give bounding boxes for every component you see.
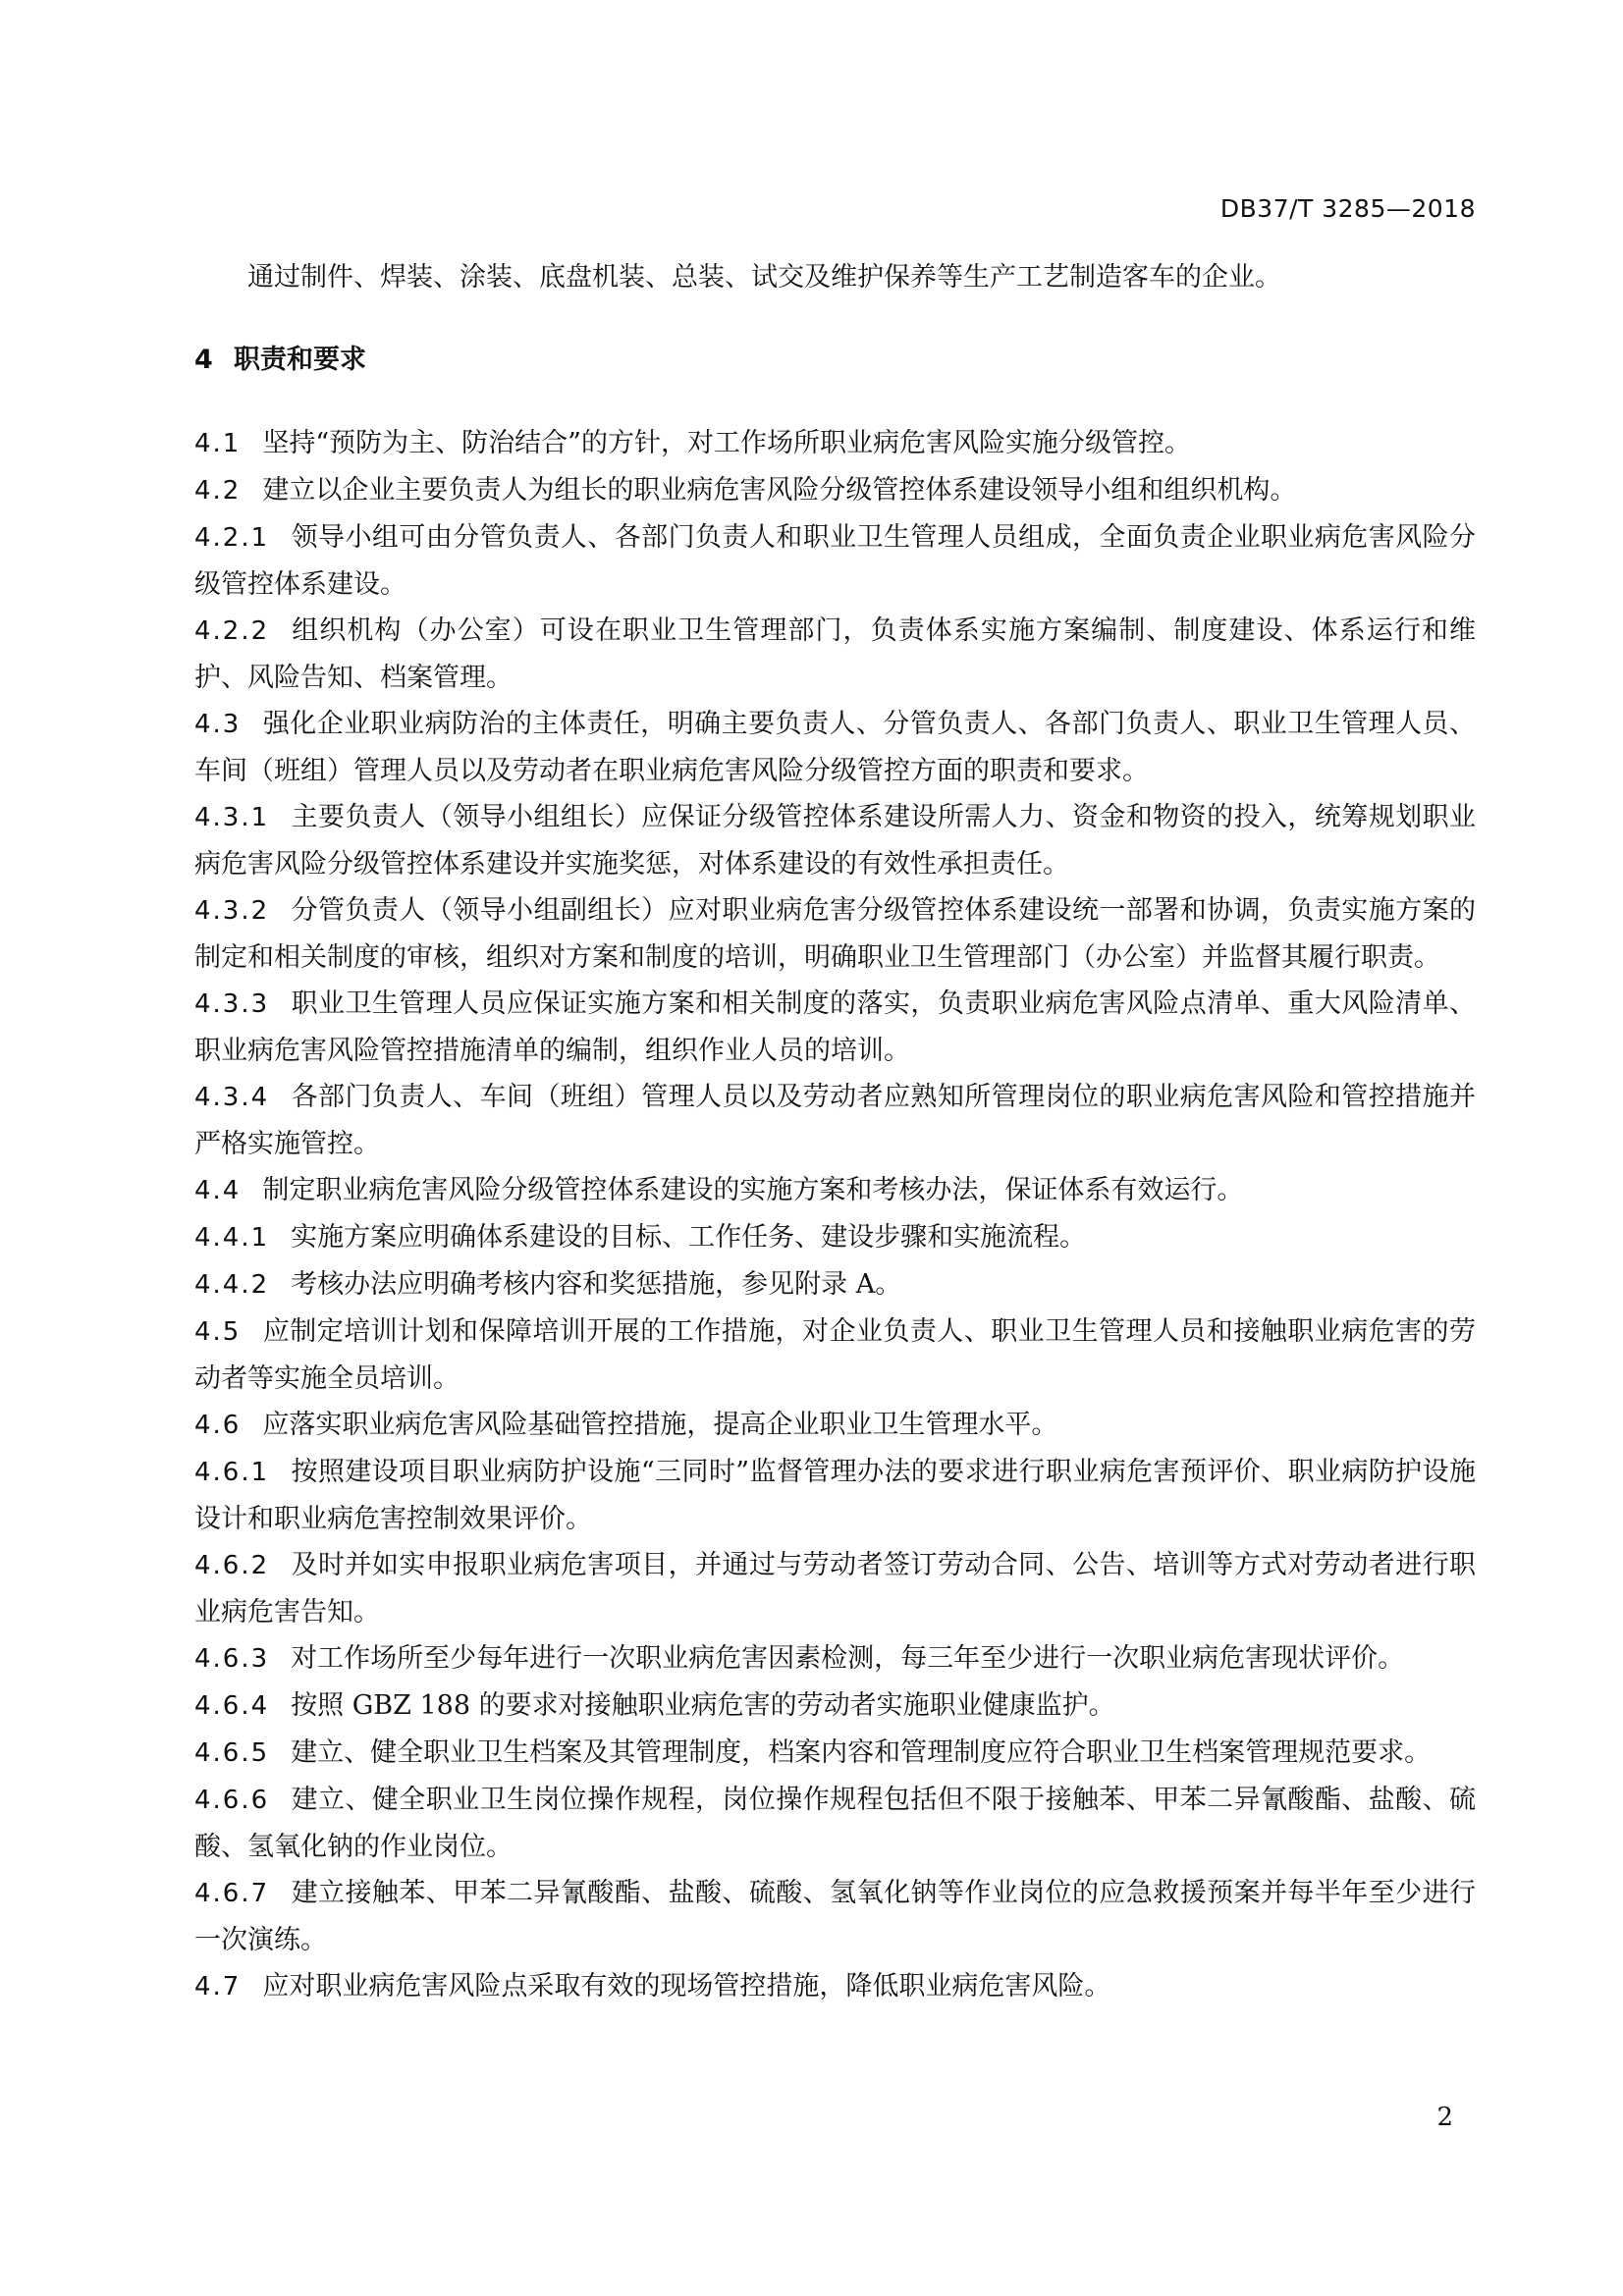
clause-number: 4.2.2 (194, 616, 270, 646)
clause-number: 4.6.2 (194, 1551, 270, 1580)
clause-text: 组织机构（办公室）可设在职业卫生管理部门，负责体系实施方案编制、制度建设、体系运行和维护、风险告知、档案管理。 (194, 615, 1476, 693)
clause-number: 4.6.1 (194, 1458, 270, 1487)
clause-4-7 (194, 1963, 1476, 2010)
clause-number: 4.4 (194, 1176, 242, 1205)
clause-number: 4.6.5 (194, 1738, 270, 1768)
clause-text: 对工作场所至少每年进行一次职业病危害因素检测，每三年至少进行一次职业病危害现状评价。 (291, 1643, 1405, 1674)
clause-4-3 (194, 701, 1476, 794)
clause-number: 4.6.6 (194, 1786, 270, 1815)
clause-4-1 (194, 420, 1476, 467)
clause-number: 4.6.4 (194, 1691, 270, 1721)
clause-4-2 (194, 467, 1476, 514)
clause-4-3-1 (194, 794, 1476, 887)
clause-4-6-2 (194, 1542, 1476, 1635)
clause-text: 建立、健全职业卫生岗位操作规程，岗位操作规程包括但不限于接触苯、甲苯二异氰酸酯、盐酸、硫酸、氢氧化钠的作业岗位。 (194, 1785, 1476, 1862)
clause-4-2-1 (194, 514, 1476, 608)
clause-text: 建立接触苯、甲苯二异氰酸酯、盐酸、硫酸、氢氧化钠等作业岗位的应急救援预案并每半年至少进行一次演练。 (194, 1878, 1476, 1955)
clause-4-4 (194, 1167, 1476, 1214)
clause-text: 分管负责人（领导小组副组长）应对职业病危害分级管控体系建设统一部署和协调，负责实施方案的制定和相关制度的审核，组织对方案和制度的培训，明确职业卫生管理部门（办公室）并监督其履行职责。 (194, 895, 1476, 973)
standard-code: DB37/T 3285—2018 (1219, 194, 1476, 223)
clause-number: 4.6.7 (194, 1879, 270, 1908)
clause-text: 实施方案应明确体系建设的目标、工作任务、建设步骤和实施流程。 (291, 1222, 1087, 1253)
clause-text: 主要负责人（领导小组组长）应保证分级管控体系建设所需人力、资金和物资的投入，统筹规划职业病危害风险分级管控体系建设并实施奖惩，对体系建设的有效性承担责任。 (194, 802, 1476, 880)
clause-number: 4.3.3 (194, 989, 270, 1019)
clause-4-3-2 (194, 887, 1476, 981)
clause-text: 应制定培训计划和保障培训开展的工作措施，对企业负责人、职业卫生管理人员和接触职业病危害的劳动者等实施全员培训。 (194, 1316, 1476, 1394)
section-title: 职责和要求 (234, 345, 366, 375)
clause-text: 坚持“预防为主、防治结合”的方针，对工作场所职业病危害风险实施分级管控。 (262, 428, 1191, 458)
clause-text: 各部门负责人、车间（班组）管理人员以及劳动者应熟知所管理岗位的职业病危害风险和管控措施并严格实施管控。 (194, 1082, 1476, 1159)
clause-4-6 (194, 1402, 1476, 1449)
clause-text: 按照建设项目职业病防护设施“三同时”监督管理办法的要求进行职业病危害预评价、职业病防护设施设计和职业病危害控制效果评价。 (194, 1457, 1476, 1534)
clause-text: 应对职业病危害风险点采取有效的现场管控措施，降低职业病危害风险。 (262, 1971, 1111, 2002)
clause-4-3-4 (194, 1074, 1476, 1167)
section-heading (194, 338, 1476, 383)
clause-text: 制定职业病危害风险分级管控体系建设的实施方案和考核办法，保证体系有效运行。 (262, 1175, 1244, 1205)
clause-4-4-1 (194, 1214, 1476, 1261)
clause-4-2-2 (194, 608, 1476, 701)
clause-text: 建立、健全职业卫生档案及其管理制度，档案内容和管理制度应符合职业卫生档案管理规范要求。 (291, 1737, 1432, 1768)
clause-4-3-3 (194, 981, 1476, 1074)
clause-number: 4.6 (194, 1411, 242, 1440)
clause-text: 考核办法应明确考核内容和奖惩措施，参见附录 A。 (291, 1269, 902, 1300)
clause-number: 4.4.2 (194, 1270, 270, 1300)
clause-number: 4.1 (194, 429, 242, 458)
clause-number: 4.6.3 (194, 1644, 270, 1674)
clause-4-6-6 (194, 1777, 1476, 1870)
clause-text: 按照 GBZ 188 的要求对接触职业病危害的劳动者实施职业健康监护。 (291, 1690, 1115, 1721)
page-number: 2 (1436, 2103, 1453, 2132)
clause-text: 职业卫生管理人员应保证实施方案和相关制度的落实，负责职业病危害风险点清单、重大风险清单、职业病危害风险管控措施清单的编制，组织作业人员的培训。 (194, 988, 1476, 1066)
clause-4-6-4 (194, 1682, 1476, 1730)
clause-number: 4.4.1 (194, 1223, 270, 1253)
clause-number: 4.3.4 (194, 1083, 270, 1112)
clause-number: 4.7 (194, 1972, 242, 2002)
clause-number: 4.5 (194, 1317, 242, 1347)
clause-4-4-2 (194, 1261, 1476, 1308)
document-body (194, 255, 1476, 2010)
clause-text: 强化企业职业病防治的主体责任，明确主要负责人、分管负责人、各部门负责人、职业卫生管理人员、车间（班组）管理人员以及劳动者在职业病危害风险分级管控方面的职责和要求。 (194, 709, 1476, 786)
clause-text: 及时并如实申报职业病危害项目，并通过与劳动者签订劳动合同、公告、培训等方式对劳动者进行职业病危害告知。 (194, 1550, 1476, 1628)
clause-4-6-5 (194, 1730, 1476, 1777)
clause-text: 领导小组可由分管负责人、各部门负责人和职业卫生管理人员组成，全面负责企业职业病危害风险分级管控体系建设。 (194, 522, 1476, 600)
clause-text: 应落实职业病危害风险基础管控措施，提高企业职业卫生管理水平。 (262, 1410, 1058, 1440)
clause-number: 4.3.1 (194, 803, 270, 832)
clause-4-6-7 (194, 1870, 1476, 1963)
clause-text: 建立以企业主要负责人为组长的职业病危害风险分级管控体系建设领导小组和组织机构。 (262, 475, 1297, 506)
clause-4-6-1 (194, 1449, 1476, 1542)
intro-paragraph: 通过制件、焊装、涂装、底盘机装、总装、试交及维护保养等生产工艺制造客车的企业。 (247, 262, 1281, 293)
clause-4-5 (194, 1308, 1476, 1402)
clause-number: 4.2.1 (194, 523, 270, 553)
clause-number: 4.3 (194, 710, 242, 739)
section-number: 4 (194, 345, 213, 375)
clause-number: 4.2 (194, 476, 242, 506)
clause-number: 4.3.2 (194, 896, 270, 926)
clause-4-6-3 (194, 1635, 1476, 1682)
